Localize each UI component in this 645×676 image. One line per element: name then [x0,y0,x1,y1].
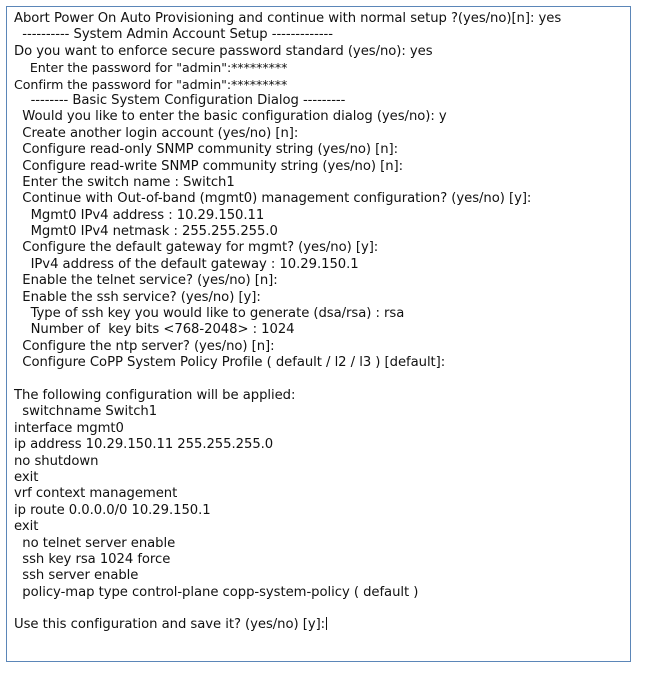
console-line: Enable the ssh service? (yes/no) [y]: [14,289,261,305]
console-line: Abort Power On Auto Provisioning and continue with normal setup ?(yes/no)[n]: yes [14,11,562,26]
console-line: Configure CoPP System Policy Profile ( default / l2 / l3 ) [default]: [14,355,446,371]
console-line: The following configuration will be applied: [14,387,296,403]
console-line: Enter the password for "admin":********* [14,60,288,76]
console-line [14,372,626,388]
console-line: Mgmt0 IPv4 netmask : 255.255.255.0 [14,224,278,240]
console-prompt-text: Use this configuration and save it? (yes/no) [y]: [14,617,326,633]
console-line: exit [14,519,39,535]
console-line: ssh server enable [14,568,139,584]
console-line: exit [14,469,39,485]
console-line: Enter the switch name : Switch1 [14,174,235,190]
console-line: vrf context management [14,486,178,502]
console-line: Confirm the password for "admin":********* [14,76,288,92]
console-line: Do you want to enforce secure password standard (yes/no): yes [14,43,433,59]
console-line: Would you like to enter the basic configuration dialog (yes/no): y [14,109,447,125]
console-line: ip route 0.0.0.0/0 10.29.150.1 [14,502,211,518]
console-line: Type of ssh key you would like to generate (dsa/rsa) : rsa [14,306,405,322]
console-line: ---------- System Admin Account Setup ------------- [14,27,333,43]
console-line: Configure read-only SNMP community string (yes/no) [n]: [14,142,399,158]
console-line: Enable the telnet service? (yes/no) [n]: [14,273,278,289]
console-line: switchname Switch1 [14,404,158,420]
console-line: -------- Basic System Configuration Dialog --------- [14,92,346,108]
console-line: ip address 10.29.150.11 255.255.255.0 [14,437,274,453]
console-line: no telnet server enable [14,535,176,551]
console-line: Configure the ntp server? (yes/no) [n]: [14,338,275,354]
console-line: Configure the default gateway for mgmt? (yes/no) [y]: [14,240,379,256]
console-line: Number of key bits <768-2048> : 1024 [14,322,295,338]
console-line: Create another login account (yes/no) [n]: [14,125,299,141]
console-line: Configure read-write SNMP community string (yes/no) [n]: [14,158,403,174]
console-line: interface mgmt0 [14,420,124,436]
console-line: no shutdown [14,453,99,469]
console-prompt-line[interactable] [14,617,626,633]
console-line: policy-map type control-plane copp-system-policy ( default ) [14,584,419,600]
console-line: IPv4 address of the default gateway : 10.29.150.1 [14,256,359,272]
console-line [14,601,626,617]
console-line: Continue with Out-of-band (mgmt0) management configuration? (yes/no) [y]: [14,191,532,207]
console-line: ssh key rsa 1024 force [14,551,171,567]
console-output [14,11,626,634]
console-line: Mgmt0 IPv4 address : 10.29.150.11 [14,207,265,223]
console-window [6,6,631,662]
text-cursor [326,617,327,630]
